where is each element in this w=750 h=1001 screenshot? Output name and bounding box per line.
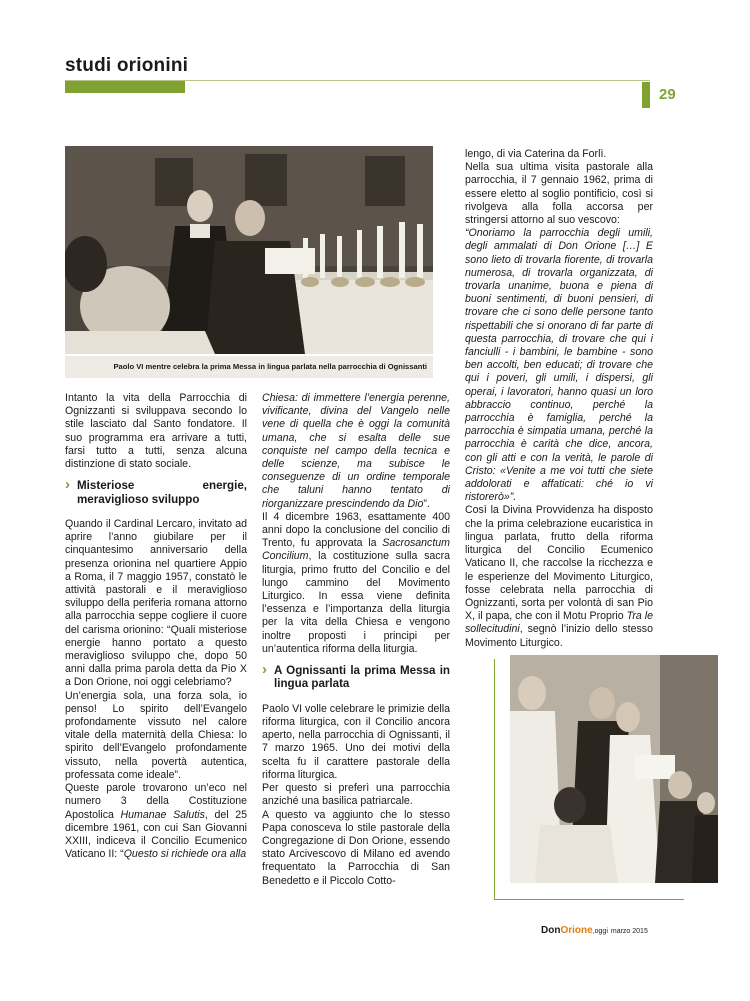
subheading-misteriose-energie bbox=[65, 476, 247, 506]
column-3 bbox=[465, 148, 653, 650]
subheading-text: Misteriose energie, meraviglioso sviluppo bbox=[77, 479, 247, 506]
header-accent-bar bbox=[65, 81, 185, 93]
text-run: Così la Divina Provvidenza ha disposto che la prima celebrazione eucaristica in lingua parlata, frutto della riforma liturgica del Concilio Ecumenico Vaticano II, che raccolse la ricchezza e le esperienze del Movimento Liturgico, fosse celebrata nella parrocchia di Ognizzanti, sorta per volontà di san Pio X, il papa, che con il Motu Proprio bbox=[465, 504, 653, 623]
mass-photo-illustration bbox=[65, 146, 433, 354]
text-run: Il 4 dicembre 1963, esattamente 400 anni dopo la conclusione del concilio di Trento, fu approvata la bbox=[262, 510, 450, 550]
intro-paragraph: Intanto la vita della Parrocchia di Ognizzanti si sviluppava secondo lo stile lasciato dal Santo fondatore. Il suo programma era arrivare a tutti, farsi tutto a tutti, senza alcuna distinzione di stato sociale. bbox=[65, 392, 247, 471]
paragraph: Un’energia sola, una forza sola, io penso! Lo spirito dell’Evangelo profondamente vissuto nel calore vitale della maternità della Chiesa: lo spirito dell’Evangelo profondamente vissuto, nella povertà autentica, professata come ideale”. bbox=[65, 689, 247, 781]
text-run: , segnò l’inizio dello stesso Movimento Liturgico. bbox=[465, 623, 653, 649]
photo-frame-line bbox=[494, 899, 684, 900]
photo-caption: Paolo VI mentre celebra la prima Messa in lingua parlata nella parrocchia di Ognissanti bbox=[65, 356, 433, 378]
brand-name: Don bbox=[541, 925, 561, 936]
quote-italic: Chiesa: di immettere l’energia perenne, vivificante, divina del Vangelo nelle vene di quella che è oggi la comunità umana, che si esalta delle sue conquiste nel campo della tecnica e delle scienze, ma subisce le conseguenze di un ordine temporale che taluni hanno tentato di riorganizzare prescindendo da Dio bbox=[262, 392, 450, 510]
procession-photo bbox=[510, 655, 718, 883]
paragraph: Per questo si preferì una parrocchia anziché una basilica patriarcale. bbox=[262, 782, 450, 808]
column-1 bbox=[65, 392, 247, 861]
mass-photo bbox=[65, 146, 433, 354]
paragraph: lengo, di via Caterina da Forlì. bbox=[465, 148, 607, 160]
text-run: , del 25 dicembre 1961, con cui San Giovanni XXIII, indiceva il Concilio Ecumenico Vaticano II: “ bbox=[65, 808, 247, 861]
paragraph: Nella sua ultima visita pastorale alla parrocchia, il 7 gennaio 1962, prima di essere eletto al soglio pontificio, così si rivolgeva alla folla accorsa per stringersi attorno al suo vescovo: bbox=[465, 161, 653, 227]
column-2 bbox=[262, 392, 450, 888]
document-title-italic: Humanae Salutis bbox=[120, 808, 205, 821]
paragraph bbox=[262, 511, 450, 656]
subheading-text: A Ognissanti la prima Messa in lingua parlata bbox=[274, 664, 450, 691]
brand-name-accent: Orione bbox=[560, 925, 593, 936]
photo-frame-line bbox=[494, 659, 495, 899]
paragraph bbox=[65, 782, 247, 861]
chevron-right-icon: › bbox=[262, 661, 267, 679]
procession-photo-illustration bbox=[510, 655, 718, 883]
document-title-italic: Sacrosanctum Concilium bbox=[262, 537, 450, 563]
paragraph: Quando il Cardinal Lercaro, invitato ad aprire l’anno giubilare per il cinquantesimo anniversario della presenza orionina nel quartiere Appio a Roma, il 7 maggio 1957, constatò le attività pastorali e il meraviglioso sviluppo della periferia romana attorno alla parrocchia seppe cogliere il cuore del carisma orionino: “Quali misteriose energie hanno portato a questo meraviglioso sviluppo che, dopo 50 anni dalla prima parola detta da Pio X a Don Orione, noi oggi celebriamo? bbox=[65, 518, 247, 689]
quote-continuation bbox=[262, 392, 450, 511]
chevron-right-icon: › bbox=[65, 476, 70, 494]
brand-suffix: oggi bbox=[594, 928, 608, 935]
text-run: ”. bbox=[423, 497, 430, 510]
text-run: Queste parole trovarono un’eco nel numero 3 della Costituzione Apostolica bbox=[65, 782, 247, 821]
issue-date: marzo 2015 bbox=[610, 928, 648, 935]
quote-italic: Questo si richiede ora alla bbox=[123, 848, 247, 861]
subheading-ognissanti bbox=[262, 661, 450, 691]
page-tab-marker bbox=[642, 82, 650, 108]
document-title-italic: Tra le sollecitudini bbox=[465, 610, 654, 636]
text-run: , la costituzione sulla sacra liturgia, primo frutto del Concilio e del lungo cammino del Movimento Liturgico. In essa viene definita l’essenza e l’importanza della liturgia per la vita della Chiesa e vengono inoltre proposti i principi per un’autentica riforma della liturgia. bbox=[262, 550, 450, 655]
paragraph: Paolo VI volle celebrare le primizie della riforma liturgica, con il Concilio ancora aperto, nella parrocchia di Ognissanti, il 7 marzo 1965. Uno dei motivi della scelta fu il carattere pastorale della riforma liturgica. bbox=[262, 702, 450, 781]
paragraph: A questo va aggiunto che lo stesso Papa conosceva lo stile pastorale della Congregazione di Don Orione, essendo stato Arcivescovo di Milano ed avendo frequentato la Parrocchia di San Benedetto e il Piccolo Cotto- bbox=[262, 808, 450, 887]
paragraph bbox=[465, 504, 653, 649]
section-title: studi orionini bbox=[65, 55, 189, 76]
magazine-footer: DonOrione,oggi marzo 2015 bbox=[541, 925, 648, 936]
quote-paragraph: “Onoriamo la parrocchia degli umili, degli ammalati di Don Orione […] E sono lieto di trovarla fiorente, di trovarla numerosa, di trovarla organizzata, di trovarla unanime, buona e piena di buoni sentimenti, di buoni pensieri, di trovare che ci sono delle persone tanto rispettabili che si onorano di far parte di questa parrocchia, di trovare che qui i fanciulli - i bambini, le bambine - sono ben accolti, ben educati; di trovare che qui i poveri, gli umili, i dispersi, gli operai, i lavoratori, hanno quasi un loro abbraccio continuo, perché la parrocchia è famiglia, perché la parrocchia è simpatia umana, perché la parrocchia è carità che dice, ancora, con gli atti e con la verità, le parole di Cristo: «Venite a me voi tutti che siete addolorati e affaticati: ché io vi ristorerò»”. bbox=[465, 227, 653, 504]
page-number: 29 bbox=[659, 86, 676, 103]
